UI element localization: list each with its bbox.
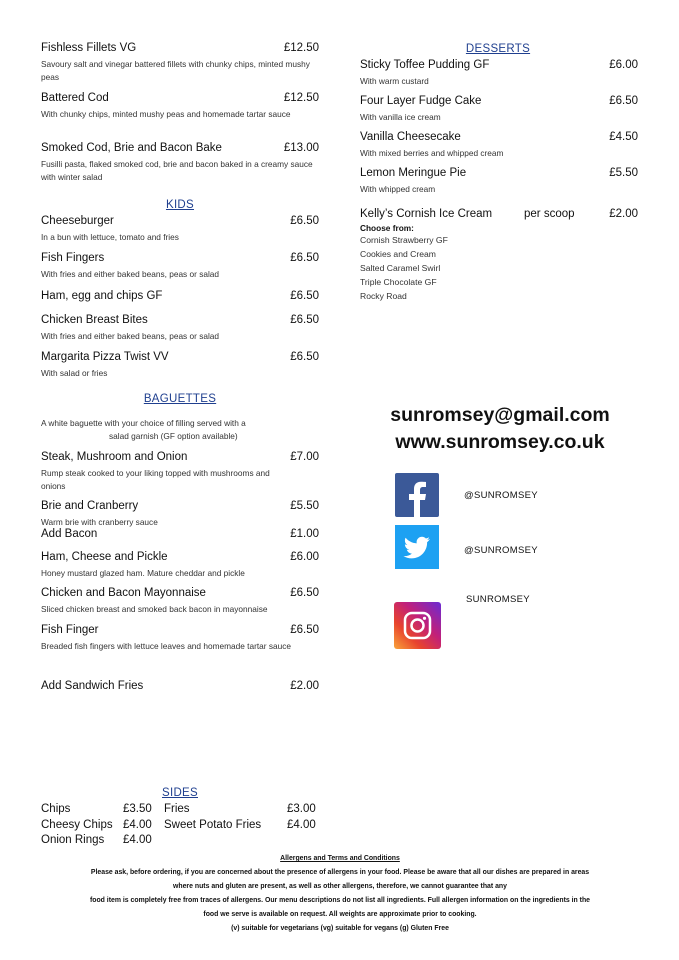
menu-item <box>41 42 321 84</box>
menu-item <box>41 624 321 653</box>
allergens-key: (v) suitable for vegetarians (vg) suitable for vegans (g) Gluten Free <box>231 925 449 932</box>
email-address: sunromsey@gmail.com <box>390 404 610 426</box>
intro-line: A white baguette with your choice of filling served with a <box>41 418 246 428</box>
item-description: With chunky chips, minted mushy peas and homemade tartar sauce <box>41 109 291 119</box>
item-description: With vanilla ice cream <box>360 112 441 122</box>
side-item-name: Sweet Potato Fries <box>164 819 262 831</box>
allergens-title: Allergens and Terms and Conditions <box>280 855 400 862</box>
flavour-item: Rocky Road <box>360 291 407 301</box>
item-price: £12.50 <box>283 92 319 104</box>
side-item-price: £4.00 <box>123 834 152 846</box>
item-description: In a bun with lettuce, tomato and fries <box>41 232 179 242</box>
item-price: £5.50 <box>609 167 638 179</box>
menu-item <box>41 528 321 540</box>
menu-item <box>41 451 321 493</box>
baguettes-heading: BAGUETTES <box>143 393 217 405</box>
side-item-price: £3.00 <box>287 803 316 815</box>
item-price: £6.50 <box>290 314 319 326</box>
item-name: Kelly’s Cornish Ice Cream <box>360 208 493 220</box>
item-name: Fish Fingers <box>41 252 105 264</box>
menu-item <box>41 92 321 121</box>
baguettes-intro <box>41 417 301 443</box>
item-description: With fries and either baked beans, peas or salad <box>41 269 220 279</box>
side-item-price: £3.50 <box>123 803 152 815</box>
item-price: £6.50 <box>609 95 638 107</box>
item-price: £6.50 <box>290 290 319 302</box>
item-name: Lemon Meringue Pie <box>360 167 467 179</box>
item-price: £6.00 <box>290 551 319 563</box>
item-price: £6.50 <box>290 252 319 264</box>
side-item-name: Chips <box>41 803 71 815</box>
website-address: www.sunromsey.co.uk <box>395 431 605 453</box>
sides-heading: SIDES <box>161 787 198 799</box>
menu-item <box>41 587 321 616</box>
item-price: £6.50 <box>290 587 319 599</box>
menu-item <box>360 131 640 160</box>
item-price: £6.50 <box>290 215 319 227</box>
item-description: With mixed berries and whipped cream <box>360 148 504 158</box>
item-description: Warm brie with cranberry sauce <box>41 517 158 527</box>
item-name: Sticky Toffee Pudding GF <box>360 59 490 71</box>
item-description: Fusilli pasta, flaked smoked cod, brie and bacon baked in a creamy sauce with winter salad <box>41 159 313 182</box>
twitter-handle: @SUNROMSEY <box>464 545 538 556</box>
item-name: Add Sandwich Fries <box>41 680 144 692</box>
item-name: Fishless Fillets VG <box>41 42 137 54</box>
item-name: Cheeseburger <box>41 215 114 227</box>
allergens-section <box>40 852 640 936</box>
item-description: Rump steak cooked to your liking topped with mushrooms and onions <box>41 468 270 491</box>
item-name: Ham, Cheese and Pickle <box>41 551 168 563</box>
item-description: With warm custard <box>360 76 429 86</box>
menu-item <box>41 215 321 244</box>
item-price: £5.50 <box>290 500 319 512</box>
menu-item <box>41 500 321 529</box>
item-name: Battered Cod <box>41 92 109 104</box>
item-name: Chicken Breast Bites <box>41 314 148 326</box>
allergens-text: Please ask, before ordering, if you are concerned about the presence of allergens in your food. Please be aware that all our dishes are prepared in areas <box>90 869 590 876</box>
desserts-heading: DESSERTS <box>465 43 531 55</box>
choose-from-label: Choose from: <box>360 223 414 233</box>
allergens-text: where nuts and gluten are present, as well as other allergens, therefore, we cannot guarantee that any <box>173 883 507 890</box>
item-name: Smoked Cod, Brie and Bacon Bake <box>41 142 222 154</box>
item-description: Honey mustard glazed ham. Mature cheddar and pickle <box>41 568 245 578</box>
menu-item <box>41 551 321 580</box>
side-item-name: Onion Rings <box>41 834 105 846</box>
item-description: With fries and either baked beans, peas or salad <box>41 331 220 341</box>
item-name: Ham, egg and chips GF <box>41 290 163 302</box>
item-price: £12.50 <box>283 42 319 54</box>
item-name: Chicken and Bacon Mayonnaise <box>41 587 206 599</box>
intro-line: salad garnish (GF option available) <box>109 431 238 441</box>
item-description: Breaded fish fingers with lettuce leaves and homemade tartar sauce <box>41 641 291 651</box>
menu-item <box>360 167 640 196</box>
facebook-handle: @SUNROMSEY <box>464 490 538 501</box>
item-description: Savoury salt and vinegar battered fillets with chunky chips, minted mushy peas <box>41 59 310 82</box>
item-price: £7.00 <box>290 451 319 463</box>
flavour-item: Triple Chocolate GF <box>360 277 437 287</box>
flavour-item: Salted Caramel Swirl <box>360 263 441 273</box>
menu-item <box>41 351 321 380</box>
instagram-handle: SUNROMSEY <box>466 594 530 605</box>
menu-item <box>41 314 321 343</box>
side-item-name: Fries <box>164 803 190 815</box>
item-price: £6.00 <box>609 59 638 71</box>
menu-item <box>360 59 640 88</box>
allergens-text: food we serve is available on request. All weights are approximate prior to cooking. <box>203 911 477 918</box>
item-description: With salad or fries <box>41 368 108 378</box>
side-item-price: £4.00 <box>287 819 316 831</box>
per-scoop-label: per scoop <box>524 208 575 220</box>
twitter-icon <box>395 525 439 569</box>
item-name: Vanilla Cheesecake <box>360 131 461 143</box>
item-price: £6.50 <box>290 624 319 636</box>
kids-heading: KIDS <box>165 199 195 211</box>
item-price: £13.00 <box>283 142 319 154</box>
menu-item <box>41 290 321 302</box>
menu-item <box>41 252 321 281</box>
item-name: Margarita Pizza Twist VV <box>41 351 169 363</box>
item-price: £4.50 <box>609 131 638 143</box>
item-price: £1.00 <box>290 528 319 540</box>
menu-item <box>41 680 321 692</box>
item-name: Fish Finger <box>41 624 99 636</box>
allergens-text: food item is completely free from traces of allergens. Our menu descriptions do not list all ingredients. Full allergen information on the ingredients in the <box>89 897 591 904</box>
item-name: Four Layer Fudge Cake <box>360 95 482 107</box>
item-name: Brie and Cranberry <box>41 500 139 512</box>
menu-item <box>41 142 321 184</box>
item-description: With whipped cream <box>360 184 436 194</box>
item-description: Sliced chicken breast and smoked back bacon in mayonnaise <box>41 604 268 614</box>
flavour-item: Cookies and Cream <box>360 249 436 259</box>
flavour-item: Cornish Strawberry GF <box>360 235 448 245</box>
instagram-icon <box>394 602 441 649</box>
side-item-price: £4.00 <box>123 819 152 831</box>
menu-item <box>360 95 640 124</box>
item-price: £2.00 <box>290 680 319 692</box>
ice-cream-item <box>360 208 640 303</box>
item-name: Add Bacon <box>41 528 98 540</box>
facebook-icon <box>395 473 439 517</box>
item-price: £6.50 <box>290 351 319 363</box>
side-item-name: Cheesy Chips <box>41 819 113 831</box>
item-name: Steak, Mushroom and Onion <box>41 451 188 463</box>
item-price: £2.00 <box>609 208 638 220</box>
